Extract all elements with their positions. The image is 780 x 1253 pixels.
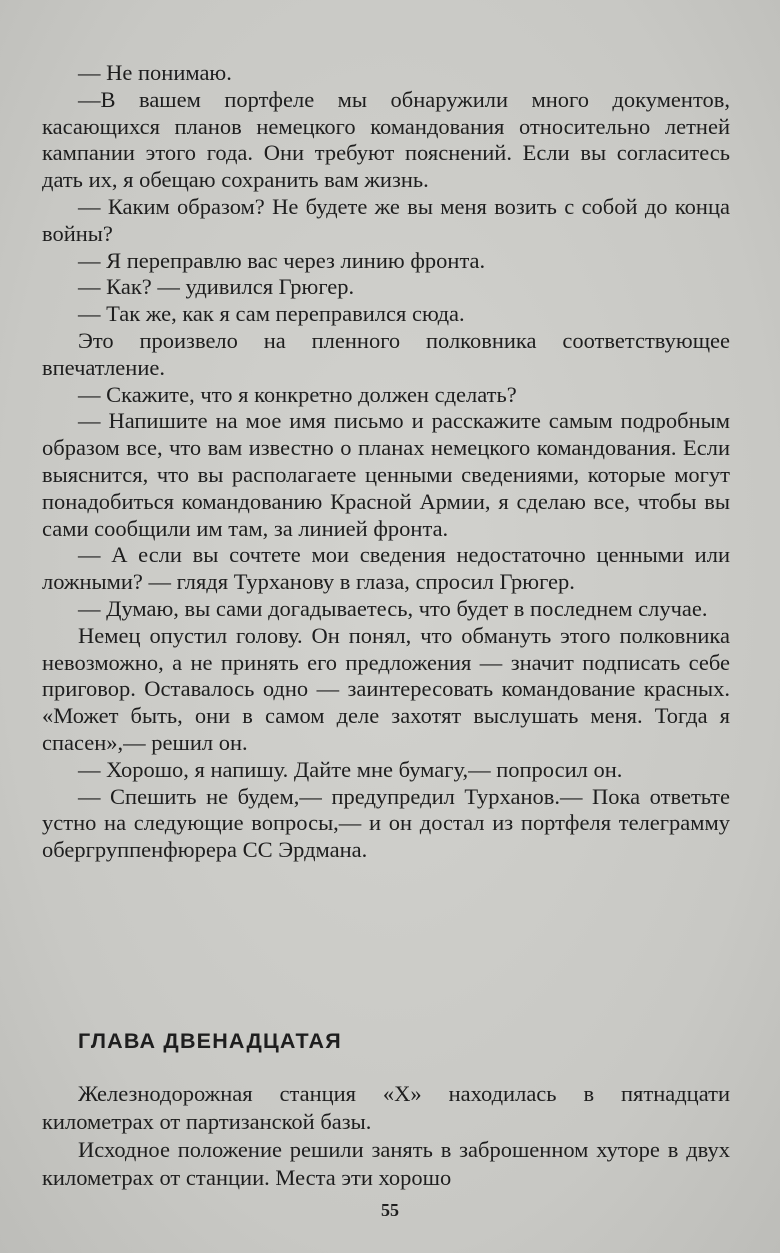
page-number: 55 xyxy=(381,1200,399,1220)
paragraph: — А если вы сочтете мои сведения недостаточно ценными или ложными? — глядя Турханову в глаза, спросил Грюгер. xyxy=(42,542,730,595)
paragraph: — Так же, как я сам переправился сюда. xyxy=(78,301,465,327)
body-text xyxy=(42,60,730,864)
paragraph: Исходное положение решили занять в заброшенном хуторе в двух километрах от станции. Места эти хорошо xyxy=(42,1137,730,1190)
paragraph: — Напишите на мое имя письмо и расскажите самым подробным образом все, что вам известно о планах немецкого командования. Если выяснится, что вы располагаете ценными сведениями, которые могут понадобиться командованию Красной Армии, я сделаю все, чтобы вы сами сообщили им там, за линией фронта. xyxy=(42,408,730,541)
paragraph: Немец опустил голову. Он понял, что обмануть этого полковника невозможно, а не принять его предложения — значит подписать себе приговор. Оставалось одно — заинтересовать командование красных. «Может быть, они в самом деле захотят выслушать меня. Тогда я спасен»,— решил он. xyxy=(42,622,730,755)
chapter-title: ГЛАВА ДВЕНАДЦАТАЯ xyxy=(78,1029,342,1053)
paragraph: — Спешить не будем,— предупредил Турханов.— Пока ответьте устно на следующие вопросы,— и он достал из портфеля телеграмму обергруппенфюрера СС Эрдмана. xyxy=(42,783,730,863)
paragraph: Железнодорожная станция «Х» находилась в пятнадцати километрах от партизанской базы. xyxy=(42,1081,730,1134)
paragraph: — Как? — удивился Грюгер. xyxy=(78,274,355,300)
chapter-text xyxy=(42,1080,730,1192)
paragraph: — Каким образом? Не будете же вы меня возить с собой до конца войны? xyxy=(42,193,730,246)
paragraph: — Хорошо, я напишу. Дайте мне бумагу,— попросил он. xyxy=(78,756,623,782)
paragraph: — Я переправлю вас через линию фронта. xyxy=(78,247,486,273)
paragraph: — Не понимаю. xyxy=(78,60,232,85)
paragraph: — Скажите, что я конкретно должен сделать? xyxy=(78,381,517,407)
paragraph: —В вашем портфеле мы обнаружили много документов, касающихся планов немецкого командования относительно летней кампании этого года. Они требуют пояснений. Если вы согласитесь дать их, я обещаю сохранить вам жизнь. xyxy=(42,86,730,193)
paragraph: — Думаю, вы сами догадываетесь, что будет в последнем случае. xyxy=(78,595,708,621)
paragraph: Это произвело на пленного полковника соответствующее впечатление. xyxy=(42,327,730,380)
